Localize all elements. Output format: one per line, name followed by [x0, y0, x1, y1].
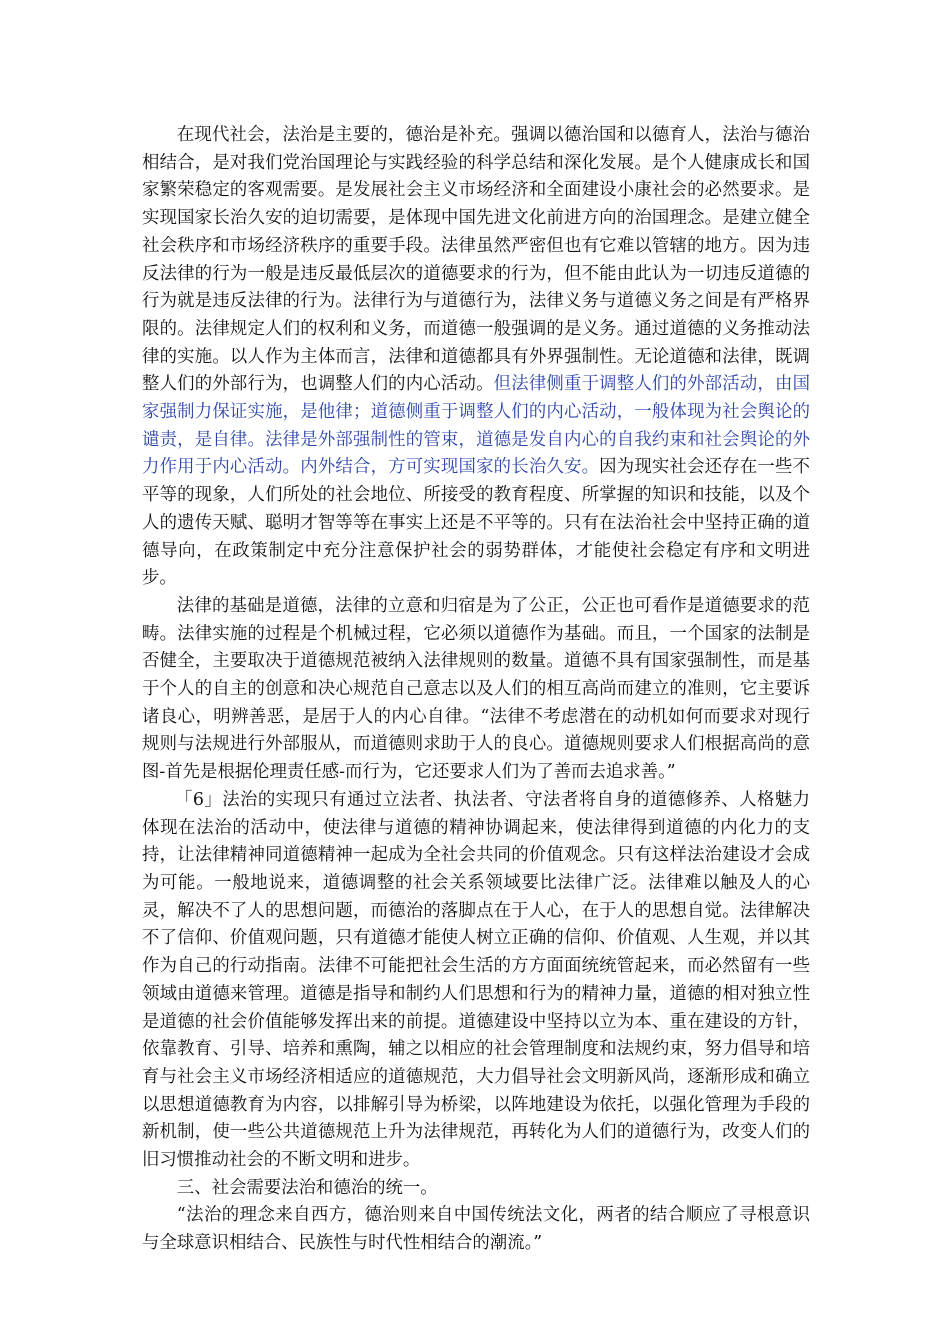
section-heading-3: 三、社会需要法治和德治的统一。: [176, 1177, 438, 1198]
paragraph-quote-west-and-china: “法治的理念来自西方，德治则来自中国传统法文化，两者的结合顺应了寻根意识与全球意识相结合、民族性与时代性相结合的潮流。”: [142, 1205, 810, 1254]
paragraph-law-based-on-morality: 法律的基础是道德，法律的立意和归宿是为了公正，公正也可看作是道德要求的范畴。法律实施的过程是个机械过程，它必须以道德作为基础。而且，一个国家的法制是否健全，主要取决于道德规范被纳入法律规则的数量。道德不具有国家强制性，而是基于个人的自主的创意和决心规范自己意志以及人们的相互高尚而建立的准则，它主要诉诸良心，明辨善恶，是居于人的内心自律。“法律不考虑潜在的动机如何而要求对现行规则与法规进行外部服从，而道德则求助于人的良心。道德规则要求人们根据高尚的意图-首先是根据伦理责任感-而行为，它还要求人们为了善而去追求善。”: [142, 595, 810, 783]
highlighted-text: 但法律侧重于调整人们的外部活动，由国家强制力保证实施，是他律；道德侧重于调整人们的内心活动，一般体现为社会舆论的谴责，是自律。法律是外部强制性的管束，道德是发自内心的自我约束和社会舆论的外力作用于内心活动。内外结合，方可实现国家的长治久安。: [142, 374, 810, 478]
paragraph-rule-of-law-and-morality: [142, 122, 810, 593]
paragraph-realization-of-rule-of-law: 「6」法治的实现只有通过立法者、执法者、守法者将自身的道德修养、人格魅力体现在法治的活动中，使法律与道德的精神协调起来，使法律得到道德的内化力的支持，让法律精神同道德精神一起成为全社会共同的价值观念。只有这样法治建设才会成为可能。一般地说来，道德调整的社会关系领域要比法律广泛。法律难以触及人的心灵，解决不了人的思想问题，而德治的落脚点在于人心，在于人的思想自觉。法律解决不了信仰、价值观问题，只有道德才能使人树立正确的信仰、价值观、人生观，并以其作为自己的行动指南。法律不可能把社会生活的方方面面统统管起来，而必然留有一些领域由道德来管理。道德是指导和制约人们思想和行为的精神力量，道德的相对独立性是道德的社会价值能够发挥出来的前提。道德建设中坚持以立为本、重在建设的方针，依靠教育、引导、培养和熏陶，辅之以相应的社会管理制度和法规约束，努力倡导和培育与社会主义市场经济相适应的道德规范，大力倡导社会文明新风尚，逐渐形成和确立以思想道德教育为内容，以排解引导为桥梁，以阵地建设为依托，以强化管理为手段的新机制，使一些公共道德规范上升为法律规范，再转化为人们的道德行为，改变人们的旧习惯推动社会的不断文明和进步。: [142, 789, 810, 1171]
document-body: [142, 122, 810, 1258]
paragraph-1-text-b: 因为现实社会还存在一些不平等的现象，人们所处的社会地位、所接受的教育程度、所掌握的知识和技能，以及个人的遗传天赋、聪明才智等等在事实上还是不平等的。只有在法治社会中坚持正确的道德导向，在政策制定中充分注意保护社会的弱势群体，才能使社会稳定有序和文明进步。: [142, 457, 810, 589]
paragraph-1-text-a: 在现代社会，法治是主要的，德治是补充。强调以德治国和以德育人，法治与德治相结合，是对我们党治国理论与实践经验的科学总结和深化发展。是个人健康成长和国家繁荣稳定的客观需要。是发展社会主义市场经济和全面建设小康社会的必然要求。是实现国家长治久安的迫切需要，是体现中国先进文化前进方向的治国理念。是建立健全社会秩序和市场经济秩序的重要手段。法律虽然严密但也有它难以管辖的地方。因为违反法律的行为一般是违反最低层次的道德要求的行为，但不能由此认为一切违反道德的行为就是违反法律的行为。法律行为与道德行为，法律义务与道德义务之间是有严格界限的。法律规定人们的权利和义务，而道德一般强调的是义务。通过道德的义务推动法律的实施。以人作为主体而言，法律和道德都具有外界强制性。无论道德和法律，既调整人们的外部行为，也调整人们的内心活动。: [142, 125, 810, 395]
